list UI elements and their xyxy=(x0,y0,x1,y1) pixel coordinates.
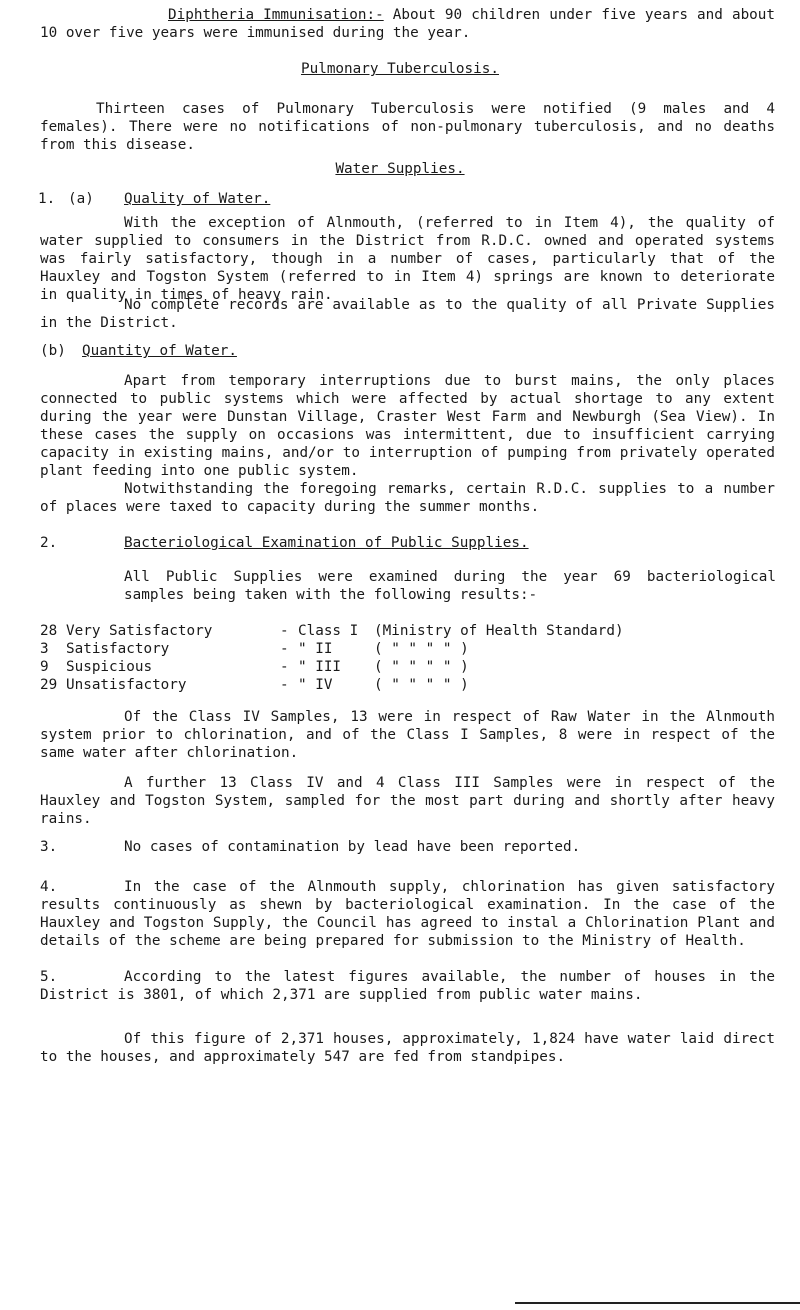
item-4-text: In the case of the Alnmouth supply, chlorination has given satisfactory results continuously as shewn by bacteriological examination. In the case of the Hauxley and Togston Supply, the Council has agreed to instal a Chlorination Plant and details of the scheme are being prepared for submission to the Ministry of Health. xyxy=(40,879,775,949)
item-3-text: No cases of contamination by lead have been reported. xyxy=(124,839,581,855)
bacteriological-heading: Bacteriological Examination of Public Supplies. xyxy=(124,535,529,551)
item-5-paragraph xyxy=(40,968,775,1004)
quantity-of-water-heading: Quantity of Water. xyxy=(82,343,237,359)
item-5-text: According to the latest figures available, the number of houses in the District is 3801, of which 2,371 are supplied from public water mains. xyxy=(40,969,775,1003)
result-row: 3 Satisfactory - " II ( " " " " ) xyxy=(40,641,469,657)
result-row: 28 Very Satisfactory - Class I (Ministry of Health Standard) xyxy=(40,623,624,639)
item-1b-label: (b) xyxy=(40,343,66,359)
bacteriological-para-2: A further 13 Class IV and 4 Class III Samples were in respect of the Hauxley and Togston System, sampled for the most part during and shortly after heavy rains. xyxy=(40,775,775,827)
result-row: 29 Unsatisfactory - " IV ( " " " " ) xyxy=(40,677,469,693)
bacteriological-intro: All Public Supplies were examined during the year 69 bacteriological samples being taken with the following results:- xyxy=(124,569,776,603)
item-1a-label: (a) xyxy=(68,191,94,207)
quality-para-1: With the exception of Alnmouth, (referred to in Item 4), the quality of water supplied to consumers in the District from R.D.C. owned and operated systems was fairly satisfactory, though in a number of cases, particularly that of the Hauxley and Togston System (referred to in Item 4) springs are known to deteriorate in quality in times of heavy rain. xyxy=(40,215,775,303)
result-row: 9 Suspicious - " III ( " " " " ) xyxy=(40,659,469,675)
item-4-number: 4. xyxy=(40,879,58,895)
results-list xyxy=(40,622,800,694)
diphtheria-text: About 90 children under five years and about 10 over five years were immunised during the year. xyxy=(40,7,775,41)
diphtheria-heading: Diphtheria Immunisation:- xyxy=(168,7,384,23)
diphtheria-paragraph xyxy=(40,6,775,42)
quantity-para-1: Apart from temporary interruptions due to burst mains, the only places connected to public systems which were affected by actual shortage to any extent during the year were Dunstan Village, Craster West Farm and Newburgh (Sea View). In these cases the supply on occasions was intermittent, due to insufficient carrying capacity in existing mains, and/or to interruption of pumping from privately operated plant feeding into one public system. xyxy=(40,373,775,479)
item-3-number: 3. xyxy=(40,839,58,855)
item-5-paragraph-2: Of this figure of 2,371 houses, approximately, 1,824 have water laid direct to the houses, and approximately 547 are fed from standpipes. xyxy=(40,1031,775,1065)
item-4-paragraph xyxy=(40,878,775,950)
quantity-para-2: Notwithstanding the foregoing remarks, certain R.D.C. supplies to a number of places were taxed to capacity during the summer months. xyxy=(40,481,775,515)
item-1-number: 1. xyxy=(38,191,56,207)
tuberculosis-text: Thirteen cases of Pulmonary Tuberculosis were notified (9 males and 4 females). There were no notifications of non-pulmonary tuberculosis, and no deaths from this disease. xyxy=(40,101,775,153)
quality-of-water-heading: Quality of Water. xyxy=(124,191,271,207)
water-supplies-heading: Water Supplies. xyxy=(335,161,465,177)
item-5-number: 5. xyxy=(40,969,58,985)
page-edge-rule xyxy=(515,1302,800,1304)
item-2-number: 2. xyxy=(40,535,58,551)
tuberculosis-heading: Pulmonary Tuberculosis. xyxy=(301,61,499,77)
bacteriological-para-1: Of the Class IV Samples, 13 were in respect of Raw Water in the Alnmouth system prior to chlorination, and of the Class I Samples, 8 were in respect of the same water after chlorination. xyxy=(40,709,775,761)
quality-para-2: No complete records are available as to the quality of all Private Supplies in the District. xyxy=(40,297,775,331)
